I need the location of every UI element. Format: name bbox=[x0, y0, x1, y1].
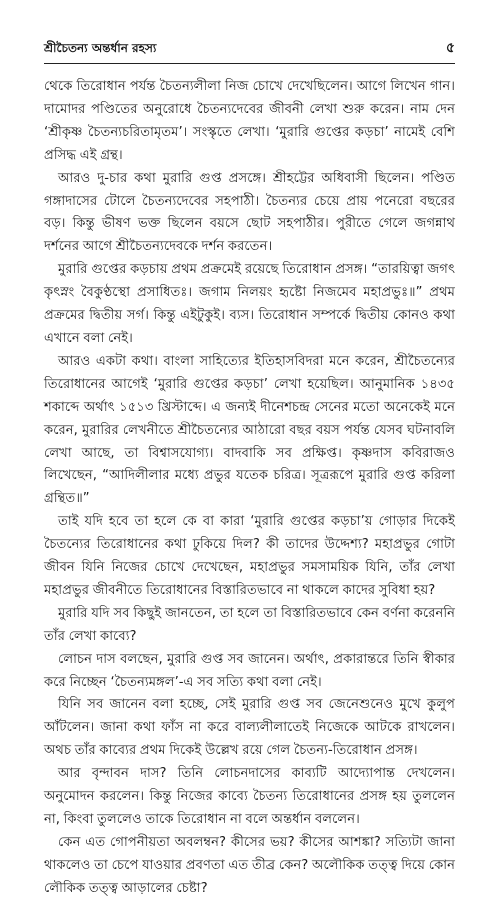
paragraph-5: তাই যদি হবে তা হলে কে বা কারা ‘মুরারি গুপ্তের কড়চা’য় গোড়ার দিকেই চৈতন্যের তিরোধানের কথা ঢুকিয়ে দিল? কী তাদের উদ্দেশ্য? মহাপ্রভুর গোটা জীবন যিনি নিজের চোখে দেখেছেন, মহাপ্রভুর সমসাময়িক যিনি, তাঁর লেখা মহাপ্রভুর জীবনীতে তিরোধানের বিস্তারিতভাবে না থাকলে কাদের সুবিধা হয়? bbox=[44, 514, 455, 598]
paragraph-2: আরও দু-চার কথা মুরারি গুপ্ত প্রসঙ্গে। শ্রীহট্টের অধিবাসী ছিলেন। পণ্ডিত গঙ্গাদাসের টোলে চৈতন্যদেবের সহপাঠী। চৈতন্যর চেয়ে প্রায় পনেরো বছরের বড়। কিন্তু ভীষণ ভক্ত ছিলেন বয়সে ছোট সহপাঠীর। পুরীতে গেলে জগন্নাথ দর্শনের আগে শ্রীচৈতন্যদেবকে দর্শন করতেন। bbox=[44, 170, 455, 255]
page-number: ৫ bbox=[445, 40, 455, 56]
paragraph-4: আরও একটা কথা। বাংলা সাহিত্যের ইতিহাসবিদরা মনে করেন, শ্রীচৈতন্যের তিরোধানের আগেই ‘মুরারি গুপ্তের কড়চা’ লেখা হয়েছিল। আনুমানিক ১৪৩৫ শকাব্দে অর্থাৎ ১৫১৩ খ্রিস্টাব্দে। এ জন্যই দীনেশচন্দ্র সেনের মতো অনেকেই মনে করেন, মুরারির লেখনীতে শ্রীচৈতন্যের আঠারো বছর বয়স পর্যন্ত যেসব ঘটনাবলি লেখা আছে, তা বিশ্বাসযোগ্য। বাদবাকি সব প্রক্ষিপ্ত। কৃষ্ণদাস কবিরাজও লিখেছেন, “আদিলীলার মধ্যে প্রভুর যতেক চরিত্র। সূত্ররূপে মুরারি গুপ্ত করিলা গ্রন্থিত॥” bbox=[44, 353, 455, 507]
running-title: শ্রীচৈতন্য অন্তর্ধান রহস্য bbox=[44, 41, 157, 55]
page-body bbox=[44, 76, 455, 901]
paragraph-6: মুরারি যদি সব কিছুই জানতেন, তা হলে তা বিস্তারিতভাবে কেন বর্ণনা করেননি তাঁর লেখা কাব্যে? bbox=[44, 605, 455, 644]
paragraph-7: লোচন দাস বলছেন, মুরারি গুপ্ত সব জানেন। অর্থাৎ, প্রকারান্তরে তিনি স্বীকার করে নিচ্ছেন ‘চৈতন্যমঙ্গল’-এ সব সত্যি কথা বলা নেই। bbox=[44, 651, 455, 690]
paragraph-1: থেকে তিরোধান পর্যন্ত চৈতন্যলীলা নিজ চোখে দেখেছিলেন। আগে লিখেন গান। দামোদর পণ্ডিতের অনুরোধে চৈতন্যদেবের জীবনী লেখা শুরু করেন। নাম দেন ‘শ্রীকৃষ্ণ চৈতন্যচরিতামৃতম’। সংস্কৃতে লেখা। ‘মুরারি গুপ্তের কড়চা’ নামেই বেশি প্রসিদ্ধ এই গ্রন্থ। bbox=[44, 79, 455, 163]
paragraph-8: যিনি সব জানেন বলা হচ্ছে, সেই মুরারি গুপ্ত সব জেনেশুনেও মুখে কুলুপ আঁটলেন। জানা কথা ফাঁস না করে বাল্যলীলাতেই নিজেকে আটকে রাখলেন। অথচ তাঁর কাব্যের প্রথম দিকেই উল্লেখ রয়ে গেল চৈতন্য-তিরোধান প্রসঙ্গ। bbox=[44, 697, 455, 759]
paragraph-10: কেন এত গোপনীয়তা অবলম্বন? কীসের ভয়? কীসের আশঙ্কা? সত্যিটা জানা থাকলেও তা চেপে যাওয়ার প্রবণতা এত তীব্র কেন? অলৌকিক তত্ত্ব দিয়ে কোন লৌকিক তত্ত্ব আড়ালের চেষ্টা? bbox=[44, 834, 455, 896]
paragraph-3: মুরারি গুপ্তের কড়চায় প্রথম প্রক্রমেই রয়েছে তিরোধান প্রসঙ্গ। “তারয়িত্বা জগৎ কৃৎস্নং বৈকুণ্ঠস্থো প্রসাধিতঃ। জগাম নিলয়ং হৃষ্টো নিজমেব মহাপ্রভুঃ॥” প্রথম প্রক্রমের দ্বিতীয় সর্গ। কিন্তু এইটুকুই। ব্যস। তিরোধান সম্পর্কে দ্বিতীয় কোনও কথা এখানে বলা নেই। bbox=[44, 262, 455, 346]
paragraph-9: আর বৃন্দাবন দাস? তিনি লোচনদাসের কাব্যটি আদ্যোপান্ত দেখলেন। অনুমোদন করলেন। কিন্তু নিজের কাব্যে চৈতন্য তিরোধানের প্রসঙ্গ হয় তুললেন না, কিংবা তুললেও তাকে তিরোধান না বলে অন্তর্ধান বললেন। bbox=[44, 766, 455, 827]
running-header bbox=[44, 38, 455, 64]
